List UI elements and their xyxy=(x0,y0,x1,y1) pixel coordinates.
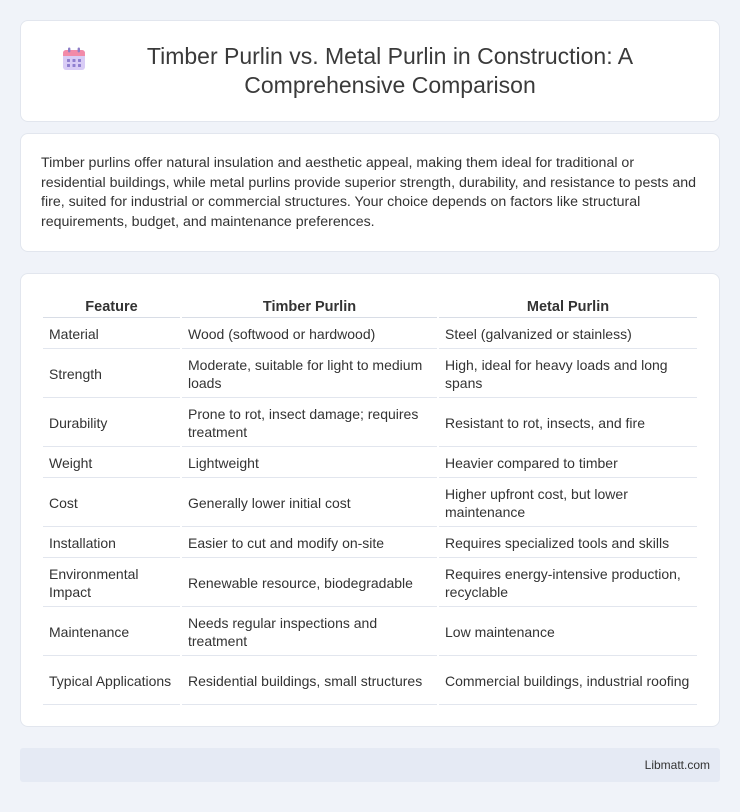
cell-metal: Low maintenance xyxy=(439,609,697,656)
table-row xyxy=(43,529,697,558)
cell-feature: Weight xyxy=(43,449,180,478)
table-row xyxy=(43,400,697,447)
table-header-row xyxy=(43,296,697,318)
cell-timber: Generally lower initial cost xyxy=(182,480,437,527)
cell-timber: Prone to rot, insect damage; requires treatment xyxy=(182,400,437,447)
cell-metal: Higher upfront cost, but lower maintenance xyxy=(439,480,697,527)
cell-metal: Resistant to rot, insects, and fire xyxy=(439,400,697,447)
header-timber: Timber Purlin xyxy=(182,296,437,318)
cell-timber: Easier to cut and modify on-site xyxy=(182,529,437,558)
comparison-card xyxy=(20,273,720,727)
cell-timber: Renewable resource, biodegradable xyxy=(182,560,437,607)
cell-feature: Material xyxy=(43,320,180,349)
cell-feature: Durability xyxy=(43,400,180,447)
cell-timber: Needs regular inspections and treatment xyxy=(182,609,437,656)
cell-metal: Heavier compared to timber xyxy=(439,449,697,478)
header-feature: Feature xyxy=(43,296,180,318)
cell-metal: Requires specialized tools and skills xyxy=(439,529,697,558)
header-metal: Metal Purlin xyxy=(439,296,697,318)
table-row xyxy=(43,480,697,527)
table-row xyxy=(43,351,697,398)
cell-feature: Installation xyxy=(43,529,180,558)
intro-paragraph: Timber purlins offer natural insulation and aesthetic appeal, making them ideal for traditional or residential buildings, while metal purlins provide superior strength, durability, and resistance to pests and fire, suited for industrial or commercial structures. Your choice depends on factors like structural requirements, budget, and maintenance preferences. xyxy=(41,155,697,230)
cell-feature: Strength xyxy=(43,351,180,398)
cell-feature: Cost xyxy=(43,480,180,527)
footer xyxy=(20,748,720,782)
comparison-table xyxy=(41,294,699,707)
calendar-icon xyxy=(61,46,87,72)
table-row xyxy=(43,320,697,349)
cell-timber: Moderate, suitable for light to medium loads xyxy=(182,351,437,398)
cell-metal: Commercial buildings, industrial roofing xyxy=(439,658,697,705)
table-row xyxy=(43,449,697,478)
title-wrap xyxy=(21,42,719,100)
page-title: Timber Purlin vs. Metal Purlin in Construction: A Comprehensive Comparison xyxy=(146,43,634,98)
footer-brand[interactable]: Libmatt.com xyxy=(644,758,710,772)
title-card xyxy=(20,20,720,122)
cell-feature: Typical Applications xyxy=(43,658,180,705)
intro-card xyxy=(20,133,720,252)
cell-feature: Maintenance xyxy=(43,609,180,656)
cell-timber: Lightweight xyxy=(182,449,437,478)
cell-metal: High, ideal for heavy loads and long spans xyxy=(439,351,697,398)
table-row xyxy=(43,658,697,705)
cell-timber: Wood (softwood or hardwood) xyxy=(182,320,437,349)
cell-metal: Requires energy-intensive production, recyclable xyxy=(439,560,697,607)
table-row xyxy=(43,609,697,656)
table-row xyxy=(43,560,697,607)
cell-metal: Steel (galvanized or stainless) xyxy=(439,320,697,349)
cell-timber: Residential buildings, small structures xyxy=(182,658,437,705)
cell-feature: Environmental Impact xyxy=(43,560,180,607)
